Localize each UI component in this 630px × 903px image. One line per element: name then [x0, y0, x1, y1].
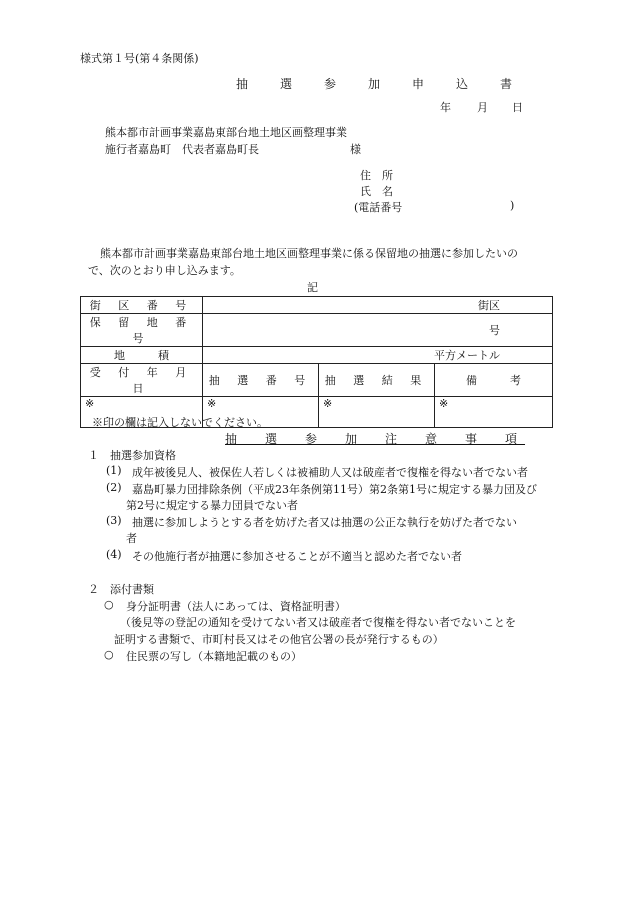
item-text: 嘉島町暴力団排除条例（平成23年条例第11号）第2条第1号に規定する暴力団及び [132, 483, 537, 496]
applicant-phone-open: (電話番号 [354, 201, 403, 214]
item-number: (1) [106, 464, 122, 477]
applicant-phone-close: ) [510, 199, 515, 212]
body-text-line2: で、次のとおり申し込みます。 [88, 264, 241, 277]
row-label-area: 地 積 [81, 347, 203, 364]
item-text: 抽選に参加しようとする者を妨げた者又は抽選の公正な執行を妨げた者でない [132, 516, 517, 529]
item-text: 成年被後見人、被保佐人若しくは被補助人又は破産者で復権を得ない者でない者 [132, 466, 528, 479]
page-title: 抽 選 参 加 申 込 書 [236, 77, 523, 91]
note-text: ※印の欄は記入しないでください。 [92, 416, 268, 429]
item-number: (3) [106, 514, 122, 527]
body-text-line1: 熊本都市計画事業嘉島東部台地土地区画整理事業に係る保留地の抽選に参加したいの [100, 247, 518, 260]
date-month: 月 [477, 101, 488, 114]
item-text-continued: 者 [126, 532, 137, 545]
header-reception-date: 受 付 年 月 日 [81, 364, 203, 397]
circle-bullet-icon: ○ [104, 598, 114, 611]
row-value-block-number: 街区 [203, 297, 553, 314]
section1-heading: １ 抽選参加資格 [88, 449, 176, 462]
header-lottery-number: 抽 選 番 号 [203, 364, 319, 397]
item-number: (2) [106, 481, 122, 494]
notice-title: 抽 選 参 加 注 意 事 項 [225, 432, 526, 446]
section2-heading: ２ 添付書類 [88, 583, 154, 596]
mark-cell: ※ [319, 397, 435, 428]
mark-cell: ※ [203, 397, 319, 428]
row-label-lot-number: 保 留 地 番 号 [81, 314, 203, 347]
ki-label: 記 [307, 281, 318, 294]
row-value-area: 平方メートル [203, 347, 553, 364]
header-remarks: 備 考 [435, 364, 553, 397]
applicant-address-label: 住 所 [360, 169, 393, 182]
attachment-note-line2: 証明する書類で、市町村長又はその他官公署の長が発行するもの） [114, 633, 444, 646]
table-header-row [81, 364, 553, 397]
form-number: 様式第１号(第４条関係) [80, 52, 199, 65]
addressee-line2: 施行者嘉島町 代表者嘉島町長 [105, 143, 259, 156]
header-lottery-result: 抽 選 結 果 [319, 364, 435, 397]
table-row [81, 314, 553, 347]
addressee-line1: 熊本都市計画事業嘉島東部台地土地区画整理事業 [105, 126, 347, 139]
attachment-item: 住民票の写し（本籍地記載のもの） [126, 650, 302, 663]
circle-bullet-icon: ○ [104, 648, 114, 661]
mark-cell: ※ [435, 397, 553, 428]
row-value-lot-number: 号 [203, 314, 553, 347]
row-label-block-number: 街 区 番 号 [81, 297, 203, 314]
date-year: 年 [440, 101, 451, 114]
item-text: その他施行者が抽選に参加させることが不適当と認めた者でない者 [132, 550, 462, 563]
attachment-note-line1: （後見等の登記の通知を受けてない者又は破産者で復権を得ない者でないことを [120, 616, 516, 629]
date-day: 日 [512, 101, 523, 114]
applicant-name-label: 氏 名 [360, 185, 393, 198]
mark-cell: ※ [81, 397, 203, 428]
attachment-item: 身分証明書（法人にあっては、資格証明書） [126, 600, 346, 613]
item-text-continued: 第2号に規定する暴力団員でない者 [126, 499, 298, 512]
application-table [80, 296, 553, 428]
addressee-honorific: 様 [350, 143, 361, 156]
table-row [81, 347, 553, 364]
table-row [81, 297, 553, 314]
item-number: (4) [106, 548, 122, 561]
